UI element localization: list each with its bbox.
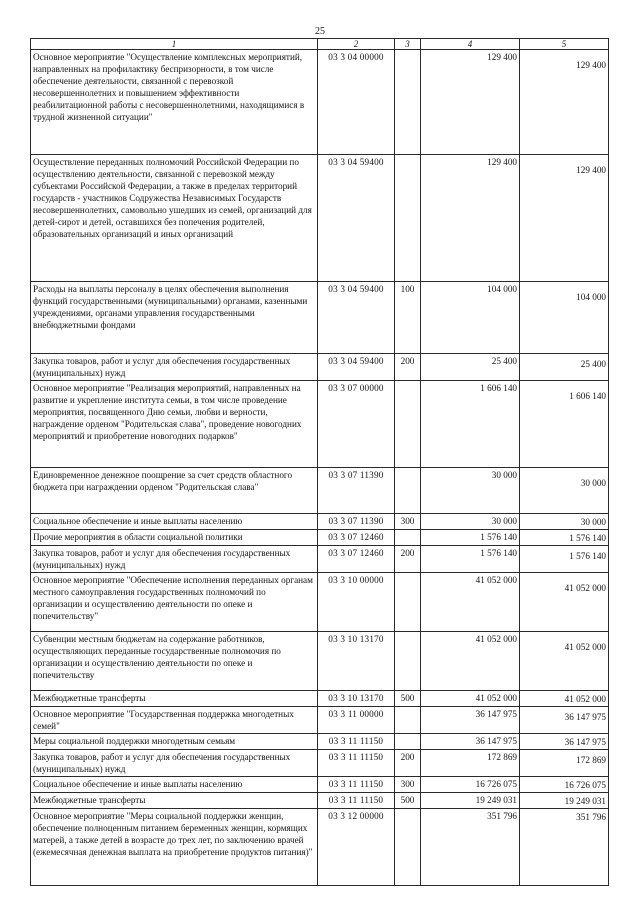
row-vr (395, 155, 421, 282)
row-code: 03 3 12 00000 (318, 809, 395, 886)
row-sum-1: 41 052 000 (421, 691, 520, 707)
table-row (31, 155, 609, 282)
row-sum-1: 129 400 (421, 50, 520, 155)
header-col-4: 4 (421, 39, 520, 50)
table-row (31, 809, 609, 886)
row-sum-2: 1 606 140 (520, 381, 609, 468)
row-sum-2: 30 000 (520, 514, 609, 530)
row-sum-1: 1 576 140 (421, 546, 520, 573)
row-code: 03 3 04 00000 (318, 50, 395, 155)
row-name: Прочие мероприятия в области социальной политики (31, 530, 318, 546)
row-code: 03 3 07 00000 (318, 381, 395, 468)
table-row (31, 468, 609, 514)
row-code: 03 3 04 59400 (318, 282, 395, 354)
row-sum-1: 41 052 000 (421, 632, 520, 691)
row-code: 03 3 04 59400 (318, 155, 395, 282)
row-vr: 300 (395, 777, 421, 793)
table-row (31, 734, 609, 750)
row-code: 03 3 07 12460 (318, 546, 395, 573)
table-row (31, 50, 609, 155)
header-row (31, 39, 609, 50)
row-sum-2: 16 726 075 (520, 777, 609, 793)
table-row (31, 750, 609, 777)
row-code: 03 3 07 12460 (318, 530, 395, 546)
row-sum-1: 25 400 (421, 354, 520, 381)
row-sum-1: 36 147 975 (421, 707, 520, 734)
row-sum-2: 36 147 975 (520, 734, 609, 750)
row-code: 03 3 11 11150 (318, 777, 395, 793)
row-vr (395, 530, 421, 546)
row-sum-1: 19 249 031 (421, 793, 520, 809)
row-sum-2: 129 400 (520, 50, 609, 155)
row-name: Единовременное денежное поощрение за счет средств областного бюджета при награждении орденом "Родительская слава" (31, 468, 318, 514)
row-vr: 500 (395, 793, 421, 809)
row-name: Закупка товаров, работ и услуг для обеспечения государственных (муниципальных) нужд (31, 546, 318, 573)
table-row (31, 282, 609, 354)
row-vr: 300 (395, 514, 421, 530)
row-vr (395, 809, 421, 886)
row-sum-1: 172 869 (421, 750, 520, 777)
row-name: Основное мероприятие "Осуществление комплексных мероприятий, направленных на профилактику беспризорности, в том числе обеспечение деятельности, связанной с перевозкой несовершеннолетних и повышением эффективности реабилитационной работы с несовершеннолетними, находящимися в трудной жизненной ситуации" (31, 50, 318, 155)
row-name: Расходы на выплаты персоналу в целях обеспечения выполнения функций государственными (муниципальными) органами, казенными учреждениями, органами управления государственными внебюджетными фондами (31, 282, 318, 354)
table-row (31, 381, 609, 468)
row-sum-1: 41 052 000 (421, 573, 520, 632)
row-sum-2: 129 400 (520, 155, 609, 282)
row-code: 03 3 10 13170 (318, 632, 395, 691)
row-sum-2: 1 576 140 (520, 530, 609, 546)
row-sum-2: 41 052 000 (520, 573, 609, 632)
table-row (31, 530, 609, 546)
table-row (31, 691, 609, 707)
row-vr: 500 (395, 691, 421, 707)
row-sum-2: 41 052 000 (520, 691, 609, 707)
header-col-3: 3 (395, 39, 421, 50)
row-name: Основное мероприятие "Меры социальной поддержки женщин, обеспечение полноценным питанием беременных женщин, кормящих матерей, а также детей в возрасте до трех лет, по заключению врачей (ежемесячная денежная выплата на приобретение продуктов питания)" (31, 809, 318, 886)
row-vr (395, 381, 421, 468)
row-sum-2: 172 869 (520, 750, 609, 777)
row-vr (395, 707, 421, 734)
table-row (31, 573, 609, 632)
row-name: Основное мероприятие "Обеспечение исполнения переданных органам местного самоуправления государственных полномочий по организации и осуществлению деятельности по опеке и попечительству" (31, 573, 318, 632)
row-name: Меры социальной поддержки многодетным семьям (31, 734, 318, 750)
row-sum-2: 30 000 (520, 468, 609, 514)
table-row (31, 546, 609, 573)
row-sum-1: 104 000 (421, 282, 520, 354)
row-name: Межбюджетные трансферты (31, 793, 318, 809)
row-code: 03 3 11 11150 (318, 793, 395, 809)
table-row (31, 514, 609, 530)
row-name: Субвенции местным бюджетам на содержание работников, осуществляющих переданные государственные полномочия по организации и осуществлению деятельности по опеке и попечительству (31, 632, 318, 691)
row-name: Основное мероприятие "Государственная поддержка многодетных семей" (31, 707, 318, 734)
row-sum-1: 16 726 075 (421, 777, 520, 793)
row-sum-2: 36 147 975 (520, 707, 609, 734)
row-code: 03 3 10 13170 (318, 691, 395, 707)
row-name: Закупка товаров, работ и услуг для обеспечения государственных (муниципальных) нужд (31, 750, 318, 777)
row-name: Социальное обеспечение и иные выплаты населению (31, 777, 318, 793)
row-code: 03 3 10 00000 (318, 573, 395, 632)
header-col-2: 2 (318, 39, 395, 50)
row-code: 03 3 07 11390 (318, 468, 395, 514)
table-row (31, 707, 609, 734)
row-sum-1: 1 606 140 (421, 381, 520, 468)
table-row (31, 793, 609, 809)
row-sum-1: 351 796 (421, 809, 520, 886)
budget-table (30, 38, 609, 886)
header-col-1: 1 (31, 39, 318, 50)
row-sum-1: 36 147 975 (421, 734, 520, 750)
row-vr: 100 (395, 282, 421, 354)
row-sum-2: 1 576 140 (520, 546, 609, 573)
row-name: Межбюджетные трансферты (31, 691, 318, 707)
table-row (31, 354, 609, 381)
row-vr (395, 573, 421, 632)
row-vr: 200 (395, 546, 421, 573)
row-sum-2: 19 249 031 (520, 793, 609, 809)
row-sum-1: 1 576 140 (421, 530, 520, 546)
row-sum-1: 129 400 (421, 155, 520, 282)
row-name: Закупка товаров, работ и услуг для обеспечения государственных (муниципальных) нужд (31, 354, 318, 381)
row-vr (395, 734, 421, 750)
row-vr: 200 (395, 750, 421, 777)
table-row (31, 632, 609, 691)
row-code: 03 3 04 59400 (318, 354, 395, 381)
row-sum-1: 30 000 (421, 514, 520, 530)
row-code: 03 3 11 00000 (318, 707, 395, 734)
row-sum-2: 104 000 (520, 282, 609, 354)
row-sum-2: 351 796 (520, 809, 609, 886)
row-vr (395, 632, 421, 691)
row-sum-2: 41 052 000 (520, 632, 609, 691)
table-row (31, 777, 609, 793)
row-name: Осуществление переданных полномочий Российской Федерации по осуществлению деятельности, связанной с перевозкой между субъектами Российской Федерации, а также в пределах территорий государств - участников Содружества Независимых Государств несовершеннолетних, самовольно ушедших из семей, организаций для детей-сирот и детей, оставшихся без попечения родителей, образовательных организаций и иных организаций (31, 155, 318, 282)
row-code: 03 3 07 11390 (318, 514, 395, 530)
header-col-5: 5 (520, 39, 609, 50)
row-name: Социальное обеспечение и иные выплаты населению (31, 514, 318, 530)
row-vr: 200 (395, 354, 421, 381)
row-vr (395, 468, 421, 514)
row-code: 03 3 11 11150 (318, 734, 395, 750)
row-code: 03 3 11 11150 (318, 750, 395, 777)
page-number: 25 (315, 26, 325, 37)
row-sum-2: 25 400 (520, 354, 609, 381)
row-sum-1: 30 000 (421, 468, 520, 514)
row-vr (395, 50, 421, 155)
row-name: Основное мероприятие "Реализация мероприятий, направленных на развитие и укрепление института семьи, в том числе проведение мероприятия, посвященного Дню семьи, любви и верности, награждение орденом "Родительская слава", проведение новогодних мероприятий и приобретение новогодних подарков" (31, 381, 318, 468)
